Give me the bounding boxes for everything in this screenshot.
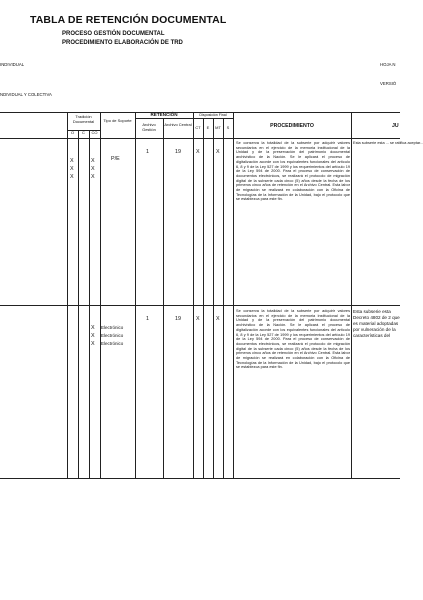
row2-gestion: 1 (146, 316, 149, 322)
header-bottom-border (0, 138, 400, 139)
row2-mt: X (216, 316, 220, 322)
individual-colectiva-label: NDIVIDUAL Y COLECTIVA (0, 92, 52, 97)
mt-header: MT (215, 125, 221, 130)
individual-label: INDIVIDUAL (0, 62, 25, 67)
col-line-10 (223, 118, 224, 478)
e-header: E (206, 125, 210, 130)
col-line-8 (203, 118, 204, 478)
col-line-11 (233, 112, 234, 478)
co-header: CO (91, 130, 98, 135)
archivo-central-header: Archivo Central (164, 122, 192, 127)
c-header: C (82, 130, 85, 135)
col-line-12 (351, 112, 352, 478)
archivo-gestion-header: Archivo Gestión (142, 122, 156, 132)
col-line-6 (163, 118, 164, 478)
col-line-3 (89, 130, 90, 478)
row2-justification: Esta subserie esta Decreto 4802 de 2 que es material adoptadas por vulneración de la características del (353, 309, 400, 338)
s-header: S (226, 125, 230, 130)
row1-tradicion-o: X X X (70, 158, 74, 180)
col-line-7 (193, 112, 194, 478)
version-label: VERSIÓ (380, 81, 397, 86)
tradicion-header: Tradición Documental (72, 114, 95, 124)
tipo-soporte-header: Tipo de Soporte (103, 118, 132, 123)
ct-header: CT (195, 125, 201, 130)
row2-ct: X (196, 316, 200, 322)
row2-soporte: Electrónico Electrónico Electrónico (101, 325, 124, 346)
process-subtitle: PROCESO GESTIÓN DOCUMENTAL (62, 31, 165, 37)
disposicion-final-header: Disposición Final (199, 113, 227, 117)
row1-ct: X (196, 149, 200, 155)
row1-procedimiento: Se conserva la totalidad de la subserie por adquirir valores secundarios en el ejercicio de la memoria institucional de la Unidad y de la preservación del patrimonio documental archivístico de la Nación. Se le aplicará el proceso de digitalización acorde con los equivalentes funcionales del artículo 6, 8 y 9 de la Ley 527 de 1999 y los requerimientos del artículo 19 de la Ley 594 de 2000. Para el proceso de conservación de documentos electrónicos, se realizará el protocolo de migración digital de la subserie cada cinco (5) años desde la fecha de los primeros cinco años de retención en el Archivo Central. Esta labor de migración se realizará en colaboración con la Oficina de Tecnologías de la Información de la Unidad, bajo el protocolo que se establezca para este fin. (236, 141, 350, 202)
row1-gestion: 1 (146, 149, 149, 155)
col-line-4 (100, 112, 101, 478)
procedimiento-header: PROCEDIMIENTO (270, 123, 314, 129)
hoja-label: HOJA N (380, 62, 396, 67)
justification-header: JU (392, 123, 399, 129)
page-title: TABLA DE RETENCIÓN DOCUMENTAL (30, 14, 227, 26)
row2-central: 19 (175, 316, 181, 322)
retencion-header: RETENCIÓN (150, 112, 178, 117)
row2-procedimiento: Se conserva la totalidad de la subserie por adquirir valores secundarios en el ejercicio de la memoria institucional de la Unidad y de la preservación del patrimonio documental archivístico de la Nación. Se le aplicará el proceso de digitalización acorde con los equivalentes funcionales del artículo 6, 8 y 9 de la Ley 527 de 1999 y los requerimientos del artículo 19 de la Ley 594 de 2000. Para el proceso de conservación de documentos electrónicos, se realizará el protocolo de migración digital de la subserie cada cinco (5) años desde la fecha de los primeros cinco años de retención en el Archivo Central. Esta labor de migración se realizará en colaboración con la Oficina de Tecnologías de la Información de la Unidad, bajo el protocolo que se establezca para este fin. (236, 309, 350, 370)
row1-justification: Esta subserie esta ... se ratifica aceptar... (353, 141, 423, 145)
col-line-9 (213, 118, 214, 478)
retencion-sub-line (135, 118, 193, 119)
row1-mt: X (216, 149, 220, 155)
row1-tradicion-co: X X X (91, 158, 95, 180)
col-line-2 (78, 130, 79, 478)
o-header: O (70, 130, 75, 135)
row2-tradicion-co: X X X (91, 325, 95, 347)
row-divider (0, 305, 400, 306)
procedure-subtitle: PROCEDIMIENTO ELABORACIÓN DE TRD (62, 40, 183, 46)
row1-soporte: P/E (111, 156, 120, 162)
col-line-1 (67, 112, 68, 478)
row1-central: 19 (175, 149, 181, 155)
table-bottom-border (0, 478, 400, 479)
col-line-5 (135, 112, 136, 478)
